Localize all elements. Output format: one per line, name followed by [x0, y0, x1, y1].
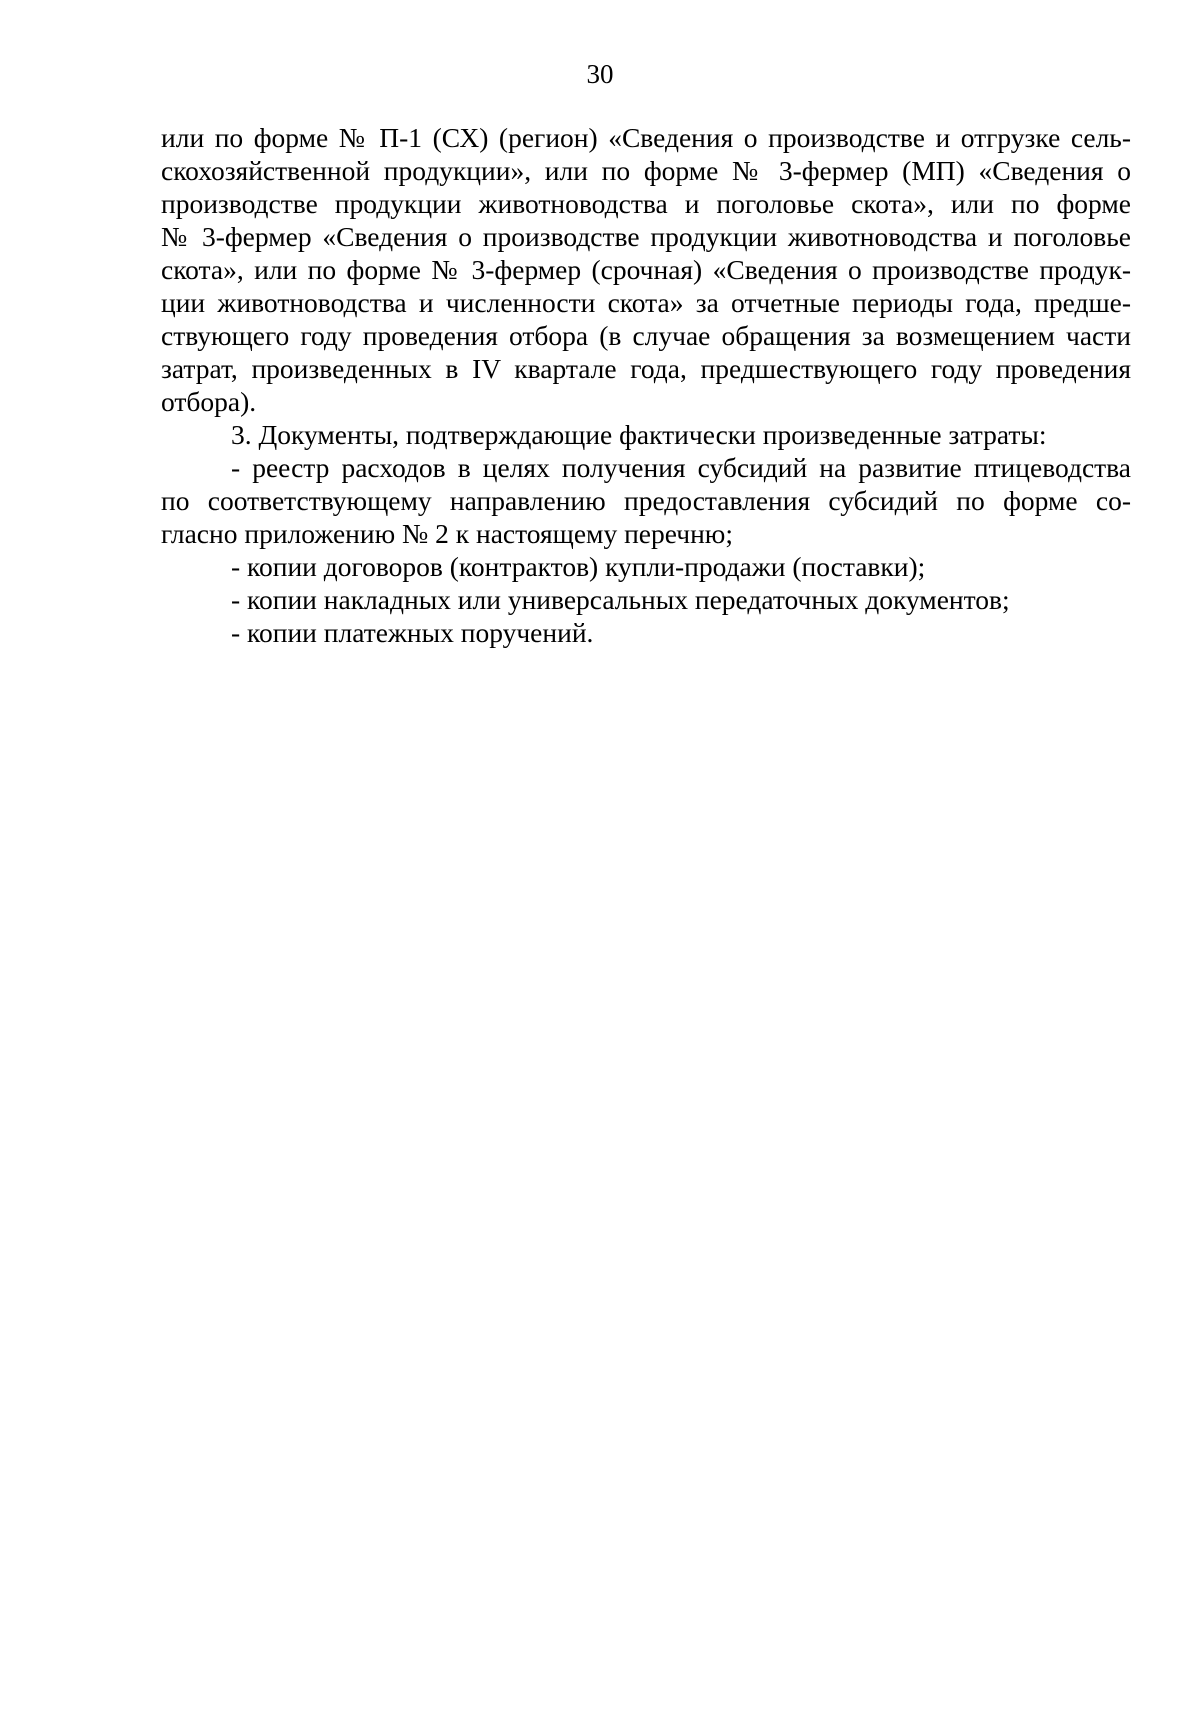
text-line: производстве продукции животноводства и поголовье скота», или по форме	[161, 188, 1131, 219]
list-item: - копии договоров (контрактов) купли-продажи (поставки);	[231, 551, 926, 582]
list-item: - копии платежных поручений.	[231, 617, 594, 648]
section-heading: 3. Документы, подтверждающие фактически произведенные затраты:	[231, 419, 1047, 450]
text-line: отбора).	[161, 386, 257, 417]
text-line: затрат, произведенных в IV квартале года, предшествующего году проведения	[161, 353, 1131, 384]
text-line: гласно приложению № 2 к настоящему перечню;	[161, 518, 733, 549]
text-line: или по форме № П-1 (СХ) (регион) «Сведения о производстве и отгрузке сель-	[161, 122, 1131, 153]
text-line: скохозяйственной продукции», или по форме № 3-фермер (МП) «Сведения о	[161, 155, 1131, 186]
page-number: 30	[586, 59, 614, 89]
text-line: ствующего году проведения отбора (в случае обращения за возмещением части	[161, 320, 1131, 351]
list-item: - копии накладных или универсальных передаточных документов;	[231, 584, 1010, 615]
text-line: по соответствующему направлению предоставления субсидий по форме со-	[161, 485, 1131, 516]
list-item: - реестр расходов в целях получения субсидий на развитие птицеводства	[231, 452, 1131, 483]
text-line: скота», или по форме № 3-фермер (срочная) «Сведения о производстве продук-	[161, 254, 1131, 285]
text-line: ции животноводства и численности скота» за отчетные периоды года, предше-	[161, 287, 1131, 318]
text-line: № 3-фермер «Сведения о производстве продукции животноводства и поголовье	[161, 221, 1131, 252]
